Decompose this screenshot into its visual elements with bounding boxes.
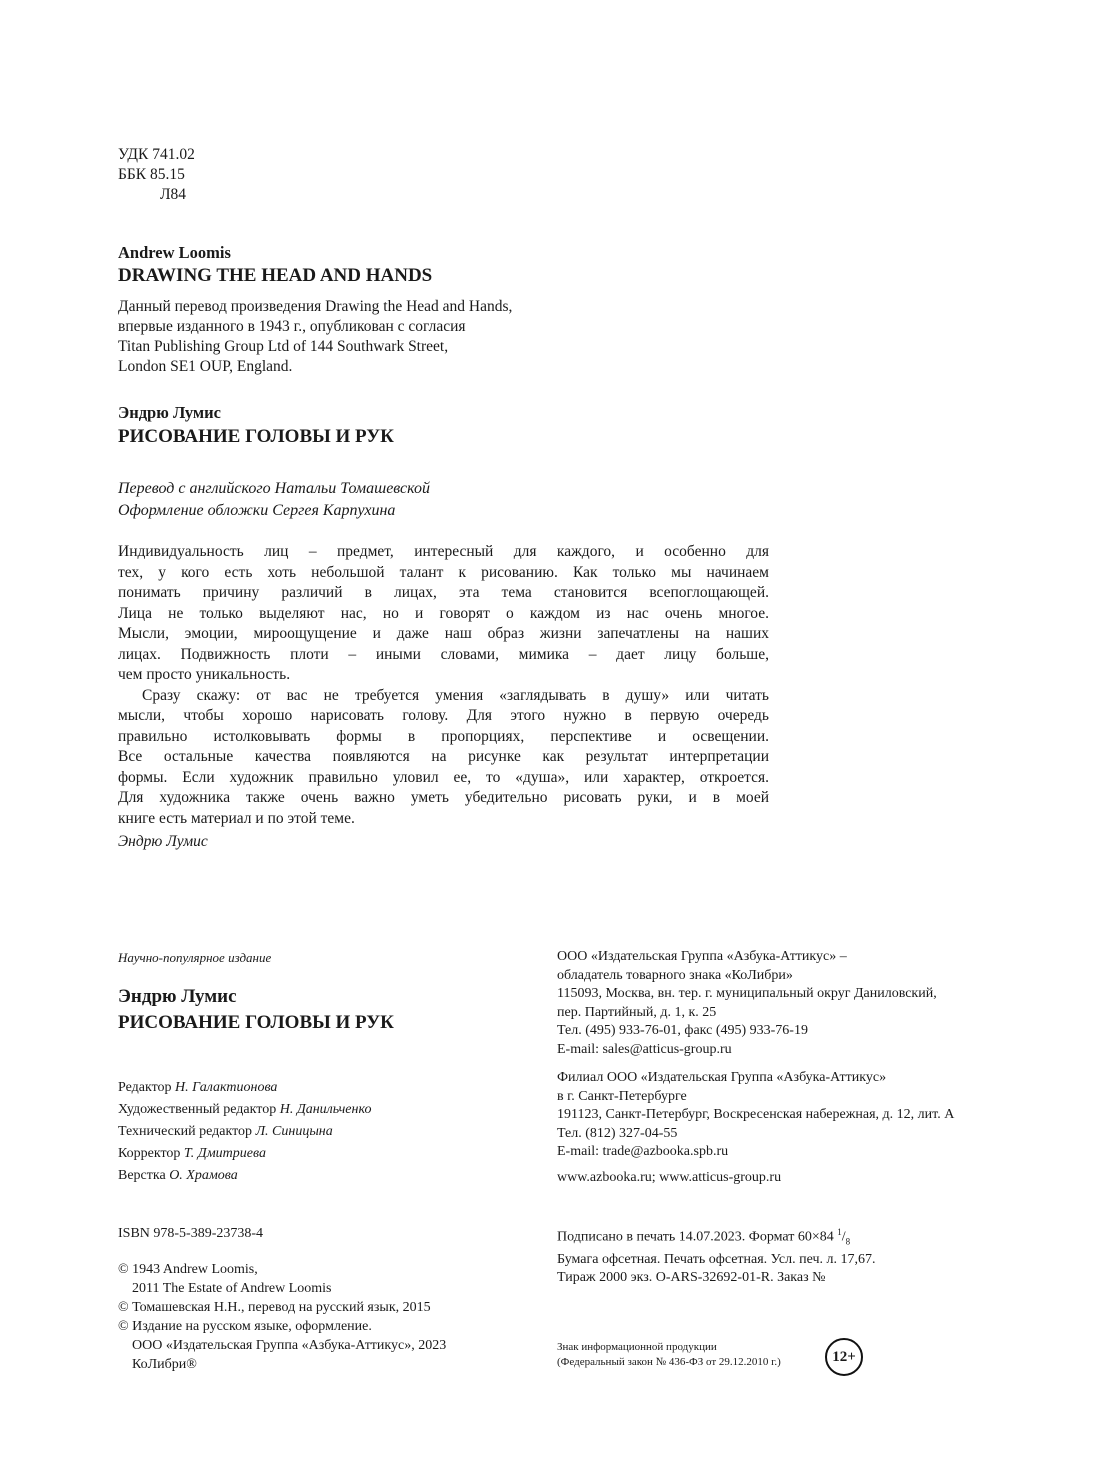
russian-title: РИСОВАНИЕ ГОЛОВЫ И РУК <box>118 426 394 447</box>
translation-notice <box>118 297 512 377</box>
author-mark: Л84 <box>160 186 187 203</box>
annotation-signature: Эндрю Лумис <box>118 833 208 850</box>
annotation-line: тех, у кого есть хоть небольшой талант к рисованию. Как только мы начинаем <box>118 563 769 581</box>
annotation-line: лицах. Подвижность плоти – иными словами, мимика – дает лицу больше, <box>118 645 769 663</box>
classification-codes <box>118 145 195 205</box>
print-signed: Подписано в печать 14.07.2023. Формат 60×84 $^1/_8$ <box>557 1227 851 1247</box>
annotation-line: Индивидуальность лиц – предмет, интересный для каждого, и особенно для <box>118 543 769 560</box>
cover-designer: Оформление обложки Сергея Карпухина <box>118 502 396 519</box>
notice-line: Данный перевод произведения Drawing the Head and Hands, <box>118 298 513 315</box>
publisher-line: Тел. (495) 933-76-01, факс (495) 933-76-19 <box>557 1023 808 1038</box>
copyright-line: ООО «Издательская Группа «Азбука-Аттикус», 2023 <box>132 1338 447 1353</box>
imprint-title: РИСОВАНИЕ ГОЛОВЫ И РУК <box>118 1012 394 1033</box>
translator: Перевод с английского Натальи Томашевской <box>118 480 431 497</box>
copyright-line: 2011 The Estate of Andrew Loomis <box>132 1281 332 1296</box>
bbk-code: ББК 85.15 <box>118 166 185 183</box>
copyright-line: © Издание на русском языке, оформление. <box>118 1319 372 1334</box>
copyright-line: КоЛибри® <box>132 1357 197 1372</box>
publisher-line: пер. Партийный, д. 1, к. 25 <box>557 1004 717 1020</box>
annotation-line: Мысли, эмоции, мироощущение и даже наш образ жизни запечатлены на наших <box>118 625 769 642</box>
branch-line: Тел. (812) 327-04-55 <box>557 1125 678 1141</box>
annotation-line: формы. Если художник правильно уловил ее, то «душа», или характер, откроется. <box>118 768 769 786</box>
branch-line: 191123, Санкт-Петербург, Воскресенская набережная, д. 12, лит. А <box>557 1107 955 1122</box>
websites: www.azbooka.ru; www.atticus-group.ru <box>557 1170 782 1185</box>
age-rating-badge: 12+ <box>825 1338 863 1376</box>
notice-line: Titan Publishing Group Ltd of 144 Southwark Street, <box>118 338 449 355</box>
annotation-line: понимать причину различий в лицах, эта тема становится всепоглощающей. <box>118 584 769 601</box>
branch-line: Филиал ООО «Издательская Группа «Азбука-Аттикус» <box>557 1070 887 1085</box>
annotation-line: Сразу скажу: от вас не требуется умения «заглядывать в душу» или читать <box>142 686 769 704</box>
original-author: Andrew Loomis <box>118 243 231 262</box>
publisher-main <box>557 948 937 1059</box>
print-run: Тираж 2000 экз. O-ARS-32692-01-R. Заказ № <box>557 1270 826 1286</box>
annotation-line: Все остальные качества появляются на рисунке как результат интерпретации <box>118 748 769 765</box>
imprint-author: Эндрю Лумис <box>118 986 237 1007</box>
credits-list <box>118 1077 371 1187</box>
age-mark-line: (Федеральный закон № 436-ФЗ от 29.12.2010 г.) <box>557 1356 781 1368</box>
annotation-line: чем просто уникальность. <box>118 666 291 683</box>
copyright-line: © 1943 Andrew Loomis, <box>118 1262 258 1277</box>
annotation-line: книге есть материал и по этой теме. <box>118 809 355 827</box>
age-mark-text <box>557 1340 781 1370</box>
credit-line: Корректор Т. Дмитриева <box>118 1146 266 1161</box>
publisher-branch <box>557 1069 954 1162</box>
credit-line: Художественный редактор Н. Данильченко <box>118 1102 372 1117</box>
credit-line: Редактор Н. Галактионова <box>118 1080 278 1095</box>
annotation-line: Для художника также очень важно уметь убедительно рисовать руки, и в моей <box>118 789 769 806</box>
copyright-block <box>118 1260 446 1374</box>
credit-line: Верстка О. Храмова <box>118 1168 238 1183</box>
genre-label: Научно-популярное издание <box>118 950 272 965</box>
copyright-line: © Томашевская Н.Н., перевод на русский язык, 2015 <box>118 1300 431 1315</box>
annotation-line: мысли, чтобы хорошо нарисовать голову. Для этого нужно в первую очередь <box>118 707 769 724</box>
publisher-email: E-mail: sales@atticus-group.ru <box>557 1041 732 1057</box>
branch-email: E-mail: trade@azbooka.spb.ru <box>557 1144 729 1159</box>
russian-title-block <box>118 401 394 449</box>
original-title-block <box>118 242 432 288</box>
credit-line: Технический редактор Л. Синицына <box>118 1124 333 1139</box>
russian-author: Эндрю Лумис <box>118 403 221 422</box>
udk-code: УДК 741.02 <box>118 146 195 163</box>
print-details <box>557 1223 876 1288</box>
age-mark-line: Знак информационной продукции <box>557 1341 717 1353</box>
annotation-text <box>118 542 769 853</box>
notice-line: London SE1 OUP, England. <box>118 358 293 375</box>
annotation-line: Лица не только выделяют нас, но и говорят о каждом из нас очень многое. <box>118 604 769 622</box>
imprint-title-block <box>118 983 394 1035</box>
branch-line: в г. Санкт-Петербурге <box>557 1088 687 1104</box>
publisher-line: 115093, Москва, вн. тер. г. муниципальный округ Даниловский, <box>557 986 937 1001</box>
translator-credits <box>118 478 430 522</box>
isbn: ISBN 978-5-389-23738-4 <box>118 1226 264 1241</box>
print-paper: Бумага офсетная. Печать офсетная. Усл. печ. л. 17,67. <box>557 1251 876 1267</box>
original-title: DRAWING THE HEAD AND HANDS <box>118 265 433 286</box>
publisher-line: обладатель товарного знака «КоЛибри» <box>557 967 793 983</box>
annotation-line: правильно истолковывать формы в пропорциях, перспективе и освещении. <box>118 727 769 745</box>
publisher-line: ООО «Издательская Группа «Азбука-Аттикус» – <box>557 949 847 964</box>
notice-line: впервые изданного в 1943 г., опубликован с согласия <box>118 318 466 335</box>
